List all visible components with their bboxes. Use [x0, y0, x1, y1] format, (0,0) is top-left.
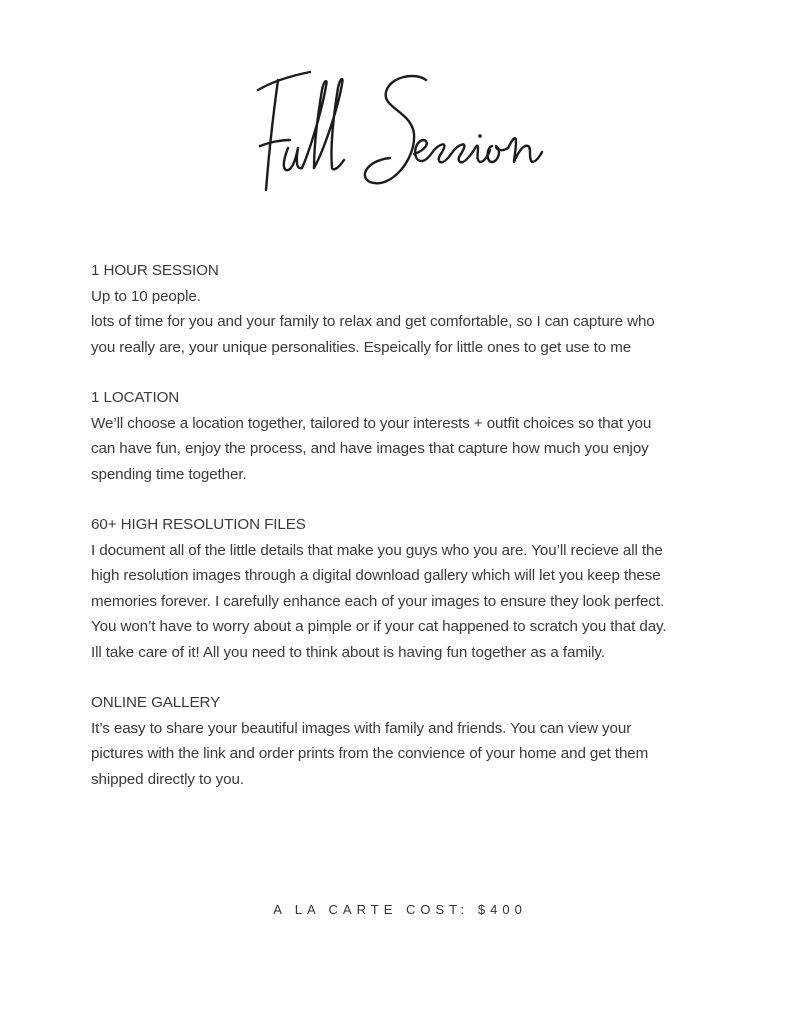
section-hour-session: [91, 258, 721, 360]
section-line: Up to 10 people.: [91, 287, 201, 305]
section-line: you really are, your unique personalities. Espeically for little ones to get use to me: [91, 338, 632, 356]
section-line: memories forever. I carefully enhance each of your images to ensure they look perfect.: [91, 592, 665, 610]
section-line: shipped directly to you.: [91, 770, 244, 788]
section-line: pictures with the link and order prints from the convience of your home and get them: [91, 745, 649, 762]
section-line: can have fun, enjoy the process, and have images that capture how much you enjoy: [91, 440, 649, 457]
section-line: lots of time for you and your family to relax and get comfortable, so I can capture who: [91, 313, 655, 330]
section-heading: ONLINE GALLERY: [91, 694, 221, 711]
section-location: [91, 385, 721, 487]
section-line: It’s easy to share your beautiful images with family and friends. You can view your: [91, 719, 632, 737]
title-script: [0, 50, 800, 210]
section-line: You won’t have to worry about a pimple or if your cat happened to scratch you that day.: [91, 618, 667, 635]
section-line: high resolution images through a digital download gallery which will let you keep these: [91, 567, 661, 584]
section-heading: 1 HOUR SESSION: [91, 262, 219, 279]
section-heading: 1 LOCATION: [91, 389, 180, 406]
section-line: I document all of the little details that make you guys who you are. You’ll recieve all the: [91, 541, 663, 559]
content: [91, 258, 721, 817]
section-line: Ill take care of it! All you need to think about is having fun together as a family.: [91, 643, 605, 661]
section-line: We’ll choose a location together, tailored to your interests + outfit choices so that you: [91, 414, 652, 432]
section-line: spending time together.: [91, 465, 247, 483]
title-script-logo: [230, 50, 570, 210]
section-online-gallery: [91, 690, 721, 792]
section-high-resolution-files: [91, 512, 721, 665]
section-heading: 60+ HIGH RESOLUTION FILES: [91, 516, 306, 533]
cost-label: A LA CARTE COST: $400: [273, 902, 527, 917]
